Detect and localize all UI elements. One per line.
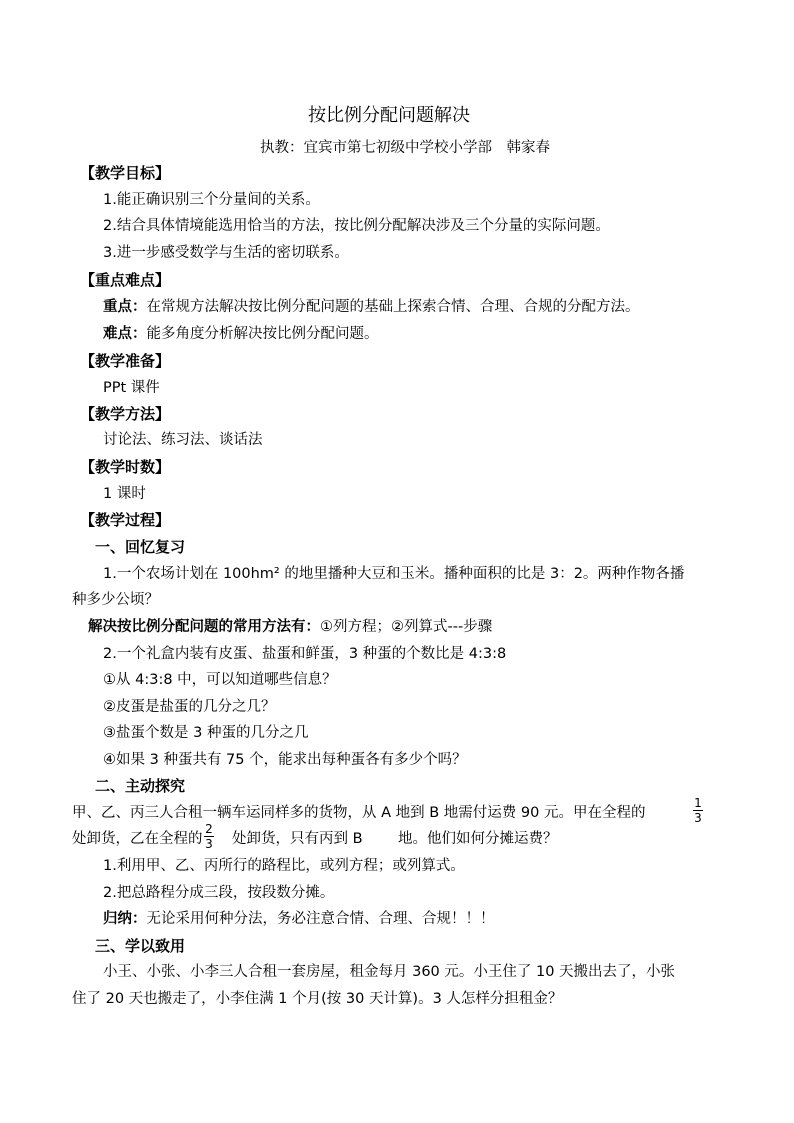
fraction-two-thirds: 2 3 bbox=[205, 822, 213, 851]
goal-item: 3.进一步感受数学与生活的密切联系。 bbox=[103, 245, 349, 261]
hours-text: 1 课时 bbox=[103, 486, 146, 502]
process-heading: 【教学过程】 bbox=[80, 511, 171, 529]
summary-line bbox=[103, 909, 495, 929]
application-line-1: 小王、小张、小李三人合租一套房屋，租金每月 360 元。小王住了 10 天搬出去了，小张 bbox=[103, 964, 676, 980]
sub-question: ④如果 3 种蛋共有 75 个，能求出每种蛋各有多少个吗？ bbox=[103, 752, 467, 768]
preparation-text: PPt 课件 bbox=[103, 380, 160, 396]
difficulty-point bbox=[103, 324, 379, 344]
application-line-2: 住了 20 天也搬走了，小李住满 1 个月(按 30 天计算)。3 人怎样分担租金？ bbox=[72, 991, 563, 1007]
problem-line-1: 甲、乙、丙三人合租一辆车运同样多的货物，从 A 地到 B 地需付运费 90 元。甲在全程的 bbox=[72, 805, 646, 821]
summary-text: 无论采用何种分法，务必注意合情、合理、合规！！！ bbox=[146, 911, 495, 927]
problem-line-2a: 处卸货，乙在全程的 bbox=[72, 831, 203, 847]
summary-label: 归纳： bbox=[103, 911, 147, 927]
problem-line-2c: 地。他们如何分摊运费？ bbox=[398, 831, 558, 847]
goal-item: 2.结合具体情境能选用恰当的方法，按比例分配解决涉及三个分量的实际问题。 bbox=[103, 218, 610, 234]
review-question-1-cont: 种多少公顷？ bbox=[72, 592, 159, 608]
key-label: 重点： bbox=[103, 299, 147, 315]
solution-step: 2.把总路程分成三段，按段数分摊。 bbox=[103, 885, 335, 901]
sub-question: ③盐蛋个数是 3 种蛋的几分之几 bbox=[103, 725, 309, 741]
part1-heading: 一、回忆复习 bbox=[95, 538, 186, 556]
common-methods-label: 解决按比例分配问题的常用方法有： bbox=[88, 619, 320, 635]
difficulty-label: 难点： bbox=[103, 326, 147, 342]
part3-heading: 三、学以致用 bbox=[95, 937, 186, 955]
difficulty-text: 能多角度分析解决按比例分配问题。 bbox=[146, 326, 379, 342]
goals-heading: 【教学目标】 bbox=[80, 164, 171, 182]
preparation-heading: 【教学准备】 bbox=[80, 352, 171, 370]
common-methods-text: ①列方程；②列算式---步骤 bbox=[320, 619, 493, 635]
methods-text: 讨论法、练习法、谈话法 bbox=[103, 432, 263, 448]
common-methods bbox=[88, 617, 492, 637]
sub-question: ②皮蛋是盐蛋的几分之几？ bbox=[103, 699, 276, 715]
review-question-1: 1.一个农场计划在 100hm² 的地里播种大豆和玉米。播种面积的比是 3：2。两种作物各播 bbox=[103, 566, 685, 582]
solution-step: 1.利用甲、乙、丙所行的路程比，或列方程；或列算式。 bbox=[103, 858, 465, 874]
page-title: 按比例分配问题解决 bbox=[308, 105, 470, 126]
sub-question: ①从 4:3:8 中，可以知道哪些信息？ bbox=[103, 672, 337, 688]
part2-heading: 二、主动探究 bbox=[95, 777, 186, 795]
key-points-heading: 【重点难点】 bbox=[80, 271, 171, 289]
methods-heading: 【教学方法】 bbox=[80, 405, 171, 423]
fraction-one-third: 1 3 bbox=[694, 796, 702, 825]
review-question-2: 2.一个礼盒内装有皮蛋、盐蛋和鲜蛋，3 种蛋的个数比是 4:3:8 bbox=[103, 646, 507, 662]
key-point bbox=[103, 297, 640, 317]
key-text: 在常规方法解决按比例分配问题的基础上探索合情、合理、合规的分配方法。 bbox=[146, 299, 640, 315]
goal-item: 1.能正确识别三个分量间的关系。 bbox=[103, 192, 320, 208]
author-line: 执教：宜宾市第七初级中学校小学部 韩家春 bbox=[260, 140, 550, 156]
hours-heading: 【教学时数】 bbox=[80, 458, 171, 476]
problem-line-2b: 处卸货，只有丙到 B bbox=[232, 831, 363, 847]
